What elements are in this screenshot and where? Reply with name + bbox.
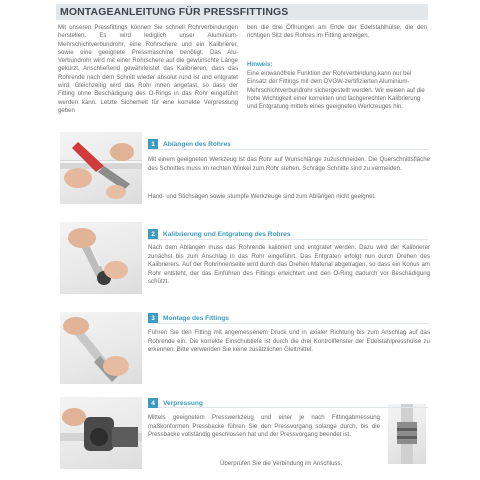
photo-fitting-assembly bbox=[60, 312, 142, 384]
page-title: MONTAGEANLEITUNG FÜR PRESSFITTINGS bbox=[60, 6, 289, 18]
step-2-header bbox=[148, 229, 291, 239]
step-4-number: 4 bbox=[148, 398, 158, 408]
step-4-header bbox=[148, 398, 203, 408]
photo-pressed-fitting bbox=[388, 404, 426, 464]
photo-calibrating-pipe bbox=[60, 222, 142, 294]
hint-title: Hinweis: bbox=[247, 61, 273, 68]
step-4-title: Verpressung bbox=[163, 399, 203, 407]
step-3-header bbox=[148, 313, 229, 323]
step-4-note: Überprüfen Sie die Verbindung im Anschluss. bbox=[220, 460, 343, 467]
title-bar bbox=[56, 4, 428, 20]
step-3-bar bbox=[148, 323, 428, 324]
step-1-header bbox=[148, 139, 231, 149]
step-2-title: Kalibrierung und Entgratung des Rohres bbox=[163, 230, 291, 238]
step-1-note: Hand- und Stichsägen sowie stumpfe Werkzeuge sind zum Ablängen nicht geeignet. bbox=[148, 193, 376, 200]
intro-text-right: ben die drei Öffnungen am Ende der Edelstahlhülse, die den richtigen Sitz des Rohres im Fitting anzeigen. bbox=[247, 24, 427, 40]
step-3-text: Führen Sie den Fitting mit angemessenem Druck und in axialer Richtung bis zum Anschlag auf das Rohrende ein. Die korrekte Einschubtiefe ist durch die drei Kontrollfenster der Edelstahlpresshülse zu erkennen. Bitte verwenden Sie keine zusätzlichen Gleitmittel. bbox=[148, 329, 430, 354]
step-1-number: 1 bbox=[148, 139, 158, 149]
step-3-number: 3 bbox=[148, 313, 158, 323]
step-1-title: Ablängen des Rohres bbox=[163, 140, 231, 148]
step-3-title: Montage des Fittings bbox=[163, 314, 229, 322]
step-4-text: Mittels geeignetem Presswerkzeug und einer je nach Fittingabmessung maßkonformen Pressbacke führen Sie den Pressvorgang solange durch, bis die Pressbacke vollständig geschlossen hat und der Pressvorgang beendet ist. bbox=[148, 414, 380, 439]
hint-text: Eine einwandfreie Funktion der Rohrverbindung kann nur bei Einsatz der Fittings mit dem DVGW-zertifizierten Aluminium-Mehrschichtverbundrohr sichergestellt werden. Wir weisen auf die hohe Wichtigkeit einer korrekten und fachgerechten Kalibrierung und Entgratung mittels eines geeigneten Werkzeuges hin. bbox=[247, 70, 425, 111]
step-2-text: Nach dem Ablängen muss das Rohrende kalibriert und entgratet werden. Dazu wird der Kalibrierer zunächst bis zum Anschlag in das Rohr eingeführt. Das Entgraten erfolgt nun durch Drehen des Kalibrierers. Auf der Rohrinnenseite wird durch das Drehen Material abgetragen, so dass ein Konus am Rohr entsteht, der das Einführen des Fittings erleichtert und den O-Ring dadurch vor Beschädigung schützt. bbox=[148, 244, 430, 286]
photo-cutting-pipe bbox=[60, 132, 142, 204]
photo-pressing-tool bbox=[60, 397, 142, 469]
intro-text-left: Mit unseren Pressfittings können Sie schnell Rohrverbindungen herstellen. Es wird lediglich unser Aluminium-Mehrschichtverbundrohr, eine Rohrschere und ein Kalibrierer, sowie eine geeignete Pressmaschine benötigt. Das Alu-Verbundrohr wird mit einer Rohrschere auf die gewünschte Länge gekürzt. Anschließend gewährleistet das Kalibrieren, dass das Rohrende nach dem Schnitt wieder absolut rund ist und entgratet wird. Gleichzeitig wird das Rohr innen angefast, so dass der Fitting ohne Beschädigung des O-Rings in das Rohr eingeführt werden kann. Letzte Sicherheit für eine korrekte Verpressung geben bbox=[58, 24, 238, 114]
step-2-bar bbox=[148, 239, 428, 240]
step-1-bar bbox=[148, 149, 428, 150]
step-2-number: 2 bbox=[148, 229, 158, 239]
step-1-text: Mit einem geeigneten Werkzeug ist das Rohr auf Wunschlänge zuzuschneiden. Die Querschnittsfläche des Schnittes muss im rechten Winkel zum Rohr stehen. Schräge Schnitte sind zu vermeiden. bbox=[148, 156, 430, 172]
